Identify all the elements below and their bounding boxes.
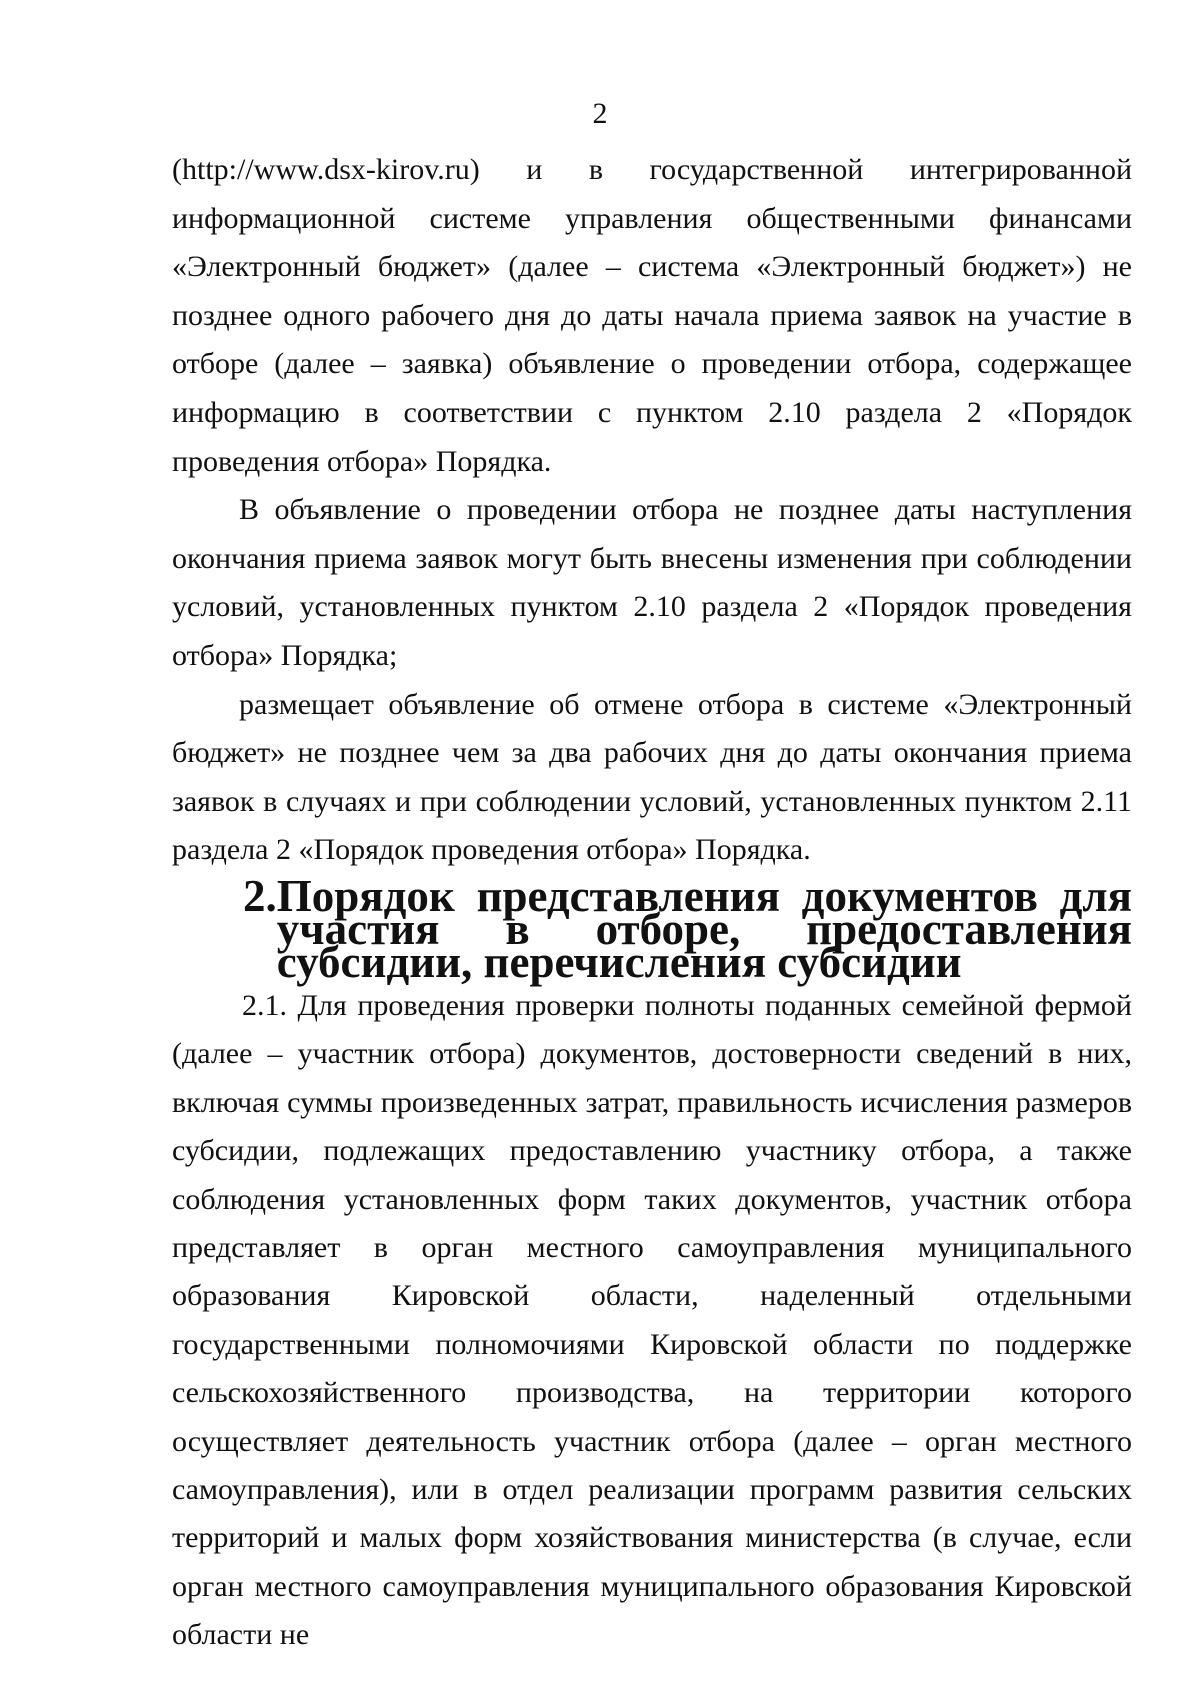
body-text bbox=[172, 146, 1132, 875]
paragraph-announcement-changes: В объявление о проведении отбора не позднее даты наступления окончания приема заявок могут быть внесены изменения при соблюдении условий, установленных пунктом 2.10 раздела 2 «Порядок проведения отбора» Порядка; bbox=[172, 493, 1132, 672]
paragraph-2-1: 2.1. Для проведения проверки полноты поданных семейной фермой (далее – участник отбора) документов, достоверности сведений в них, включая суммы произведенных затрат, правильность исчисления размеров субсидии, подлежащих предоставлению участнику отбора, а также соблюдения установленных форм таких документов, участник отбора представляет в орган местного самоуправления муниципального образования Кировской области, наделенный отдельными государственными полномочиями Кировской области по поддержке сельскохозяйственного производства, на территории которого осуществляет деятельность участник отбора (далее – орган местного самоуправления), или в отдел реализации программ развития сельских территорий и малых форм хозяйствования министерства (в случае, если орган местного самоуправления муниципального образования Кировской области не bbox=[172, 989, 1132, 1652]
paragraph-announcement-placement: (http://www.dsx-kirov.ru) и в государственной интегрированной информационной системе управления общественными финансами «Электронный бюджет» (далее – система «Электронный бюджет») не позднее одного рабочего дня до даты начала приема заявок на участие в отборе (далее – заявка) объявление о проведении отбора, содержащее информацию в соответствии с пунктом 2.10 раздела 2 «Порядок проведения отбора» Порядка. bbox=[172, 153, 1132, 478]
section-body bbox=[172, 982, 1132, 1660]
section-number: 2. bbox=[243, 871, 277, 921]
section-title: Порядок представления документов для участия в отборе, предоставления субсидии, перечисления субсидии bbox=[276, 871, 1132, 987]
section-heading bbox=[243, 871, 1132, 987]
page-number: 2 bbox=[592, 97, 608, 130]
paragraph-announcement-cancellation: размещает объявление об отмене отбора в системе «Электронный бюджет» не позднее чем за два рабочих дня до даты окончания приема заявок в случаях и при соблюдении условий, установленных пунктом 2.11 раздела 2 «Порядок проведения отбора» Порядка. bbox=[172, 687, 1132, 867]
